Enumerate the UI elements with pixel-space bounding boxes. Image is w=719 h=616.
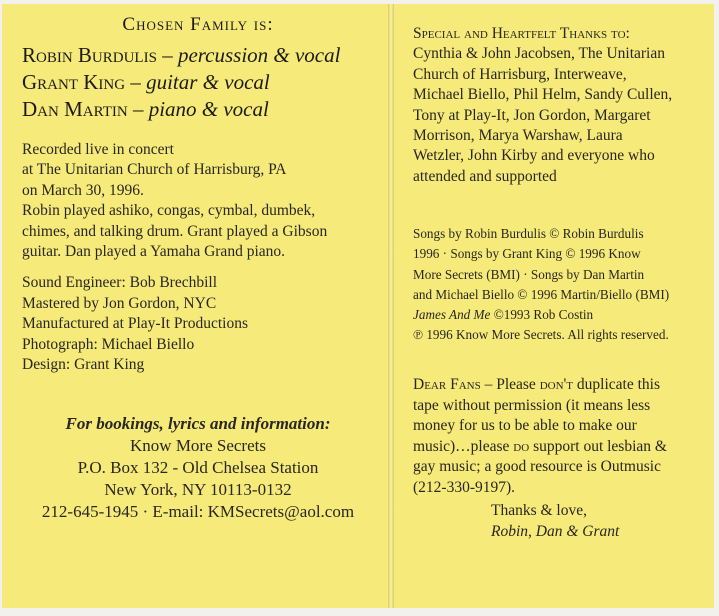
copyright-line: 1996 · Songs by Grant King © 1996 Know bbox=[413, 246, 641, 262]
credit-line: Design: Grant King bbox=[22, 356, 145, 374]
member-name: Robin Burdulis bbox=[22, 43, 157, 67]
fans-line: (212-330-9197). bbox=[413, 478, 516, 496]
contact-line: P.O. Box 132 - Old Chelsea Station bbox=[77, 458, 319, 478]
fans-line: money for us to be able to make our bbox=[413, 417, 637, 435]
signoff-block bbox=[491, 500, 704, 542]
member-role: percussion & vocal bbox=[177, 43, 341, 67]
signoff: Thanks & love, bbox=[491, 501, 587, 519]
song-credit: ©1993 Rob Costin bbox=[490, 307, 594, 323]
thanks-line: Morrison, Marya Warshaw, Laura bbox=[413, 127, 623, 145]
thanks-line: Cynthia & John Jacobsen, The Unitarian bbox=[413, 45, 665, 63]
song-title: James And Me bbox=[413, 307, 491, 323]
fans-line: gay music; a good resource is Outmusic bbox=[413, 458, 661, 476]
thanks-heading: Special and Heartfelt Thanks to: bbox=[413, 25, 630, 42]
fans-line: tape without permission (it means less bbox=[413, 396, 651, 414]
member-line bbox=[22, 96, 374, 123]
text-line: Recorded live in concert bbox=[22, 141, 174, 158]
member-role: piano & vocal bbox=[148, 97, 269, 121]
text-line: chimes, and talking drum. Grant played a Gibson bbox=[22, 222, 328, 240]
contact-lead: For bookings, lyrics and information: bbox=[65, 414, 331, 434]
recording-info bbox=[22, 140, 374, 262]
right-panel bbox=[394, 4, 714, 608]
text-line: on March 30, 1996. bbox=[22, 181, 144, 199]
credits bbox=[22, 273, 374, 375]
member-line bbox=[22, 69, 374, 96]
copyright-line: and Michael Biello © 1996 Martin/Biello (BMI) bbox=[413, 286, 670, 302]
fans-line bbox=[413, 437, 704, 457]
credit-line: Mastered by Jon Gordon, NYC bbox=[22, 294, 217, 312]
fans-emphasis: do bbox=[513, 437, 530, 455]
thanks-line: Wetzler, John Kirby and everyone who bbox=[413, 147, 655, 165]
member-name: Grant King bbox=[22, 70, 126, 94]
contact-block bbox=[22, 413, 374, 523]
text-line: at The Unitarian Church of Harrisburg, PA bbox=[22, 161, 287, 179]
copyright-line bbox=[413, 305, 704, 325]
fans-text: – Please bbox=[480, 376, 540, 394]
credit-line: Manufactured at Play-It Productions bbox=[22, 315, 248, 333]
thanks-line: Tony at Play-It, Jon Gordon, Margaret bbox=[413, 106, 651, 124]
fans-line bbox=[413, 375, 704, 395]
copyright-block bbox=[413, 224, 704, 345]
thanks-line: attended and supported bbox=[413, 167, 557, 185]
fans-text: support out lesbian & bbox=[529, 437, 667, 455]
copyright-line: More Secrets (BMI) · Songs by Dan Martin bbox=[413, 266, 645, 282]
member-line bbox=[22, 42, 374, 69]
member-name: Dan Martin bbox=[22, 97, 128, 121]
fans-emphasis: don't bbox=[539, 376, 574, 394]
left-panel bbox=[2, 4, 388, 608]
thanks-line: Church of Harrisburg, Interweave, bbox=[413, 65, 627, 83]
band-heading: Chosen Family is: bbox=[122, 14, 274, 35]
member-sep: – bbox=[156, 43, 178, 67]
copyright-line: Songs by Robin Burdulis © Robin Burdulis bbox=[413, 226, 644, 242]
text-line: Robin played ashiko, congas, cymbal, dumbek, bbox=[22, 202, 316, 220]
contact-line: 212-645-1945 · E-mail: KMSecrets@aol.com bbox=[41, 502, 355, 522]
thanks-block bbox=[413, 44, 704, 187]
copyright-line: ℗ 1996 Know More Secrets. All rights reserved. bbox=[413, 327, 669, 343]
credit-line: Photograph: Michael Biello bbox=[22, 335, 195, 353]
member-sep: – bbox=[125, 70, 147, 94]
thanks-line: Michael Biello, Phil Helm, Sandy Cullen, bbox=[413, 86, 673, 104]
fans-lead: Dear Fans bbox=[413, 376, 481, 394]
text-line: guitar. Dan played a Yamaha Grand piano. bbox=[22, 243, 286, 261]
fans-text: music)…please bbox=[413, 437, 514, 455]
contact-line: Know More Secrets bbox=[130, 436, 266, 456]
fans-text: duplicate this bbox=[573, 376, 660, 394]
member-role: guitar & vocal bbox=[146, 70, 270, 94]
signature: Robin, Dan & Grant bbox=[491, 522, 620, 540]
fans-note bbox=[413, 375, 704, 497]
contact-line: New York, NY 10113-0132 bbox=[104, 480, 292, 500]
credit-line: Sound Engineer: Bob Brechbill bbox=[22, 274, 218, 292]
member-sep: – bbox=[127, 97, 149, 121]
